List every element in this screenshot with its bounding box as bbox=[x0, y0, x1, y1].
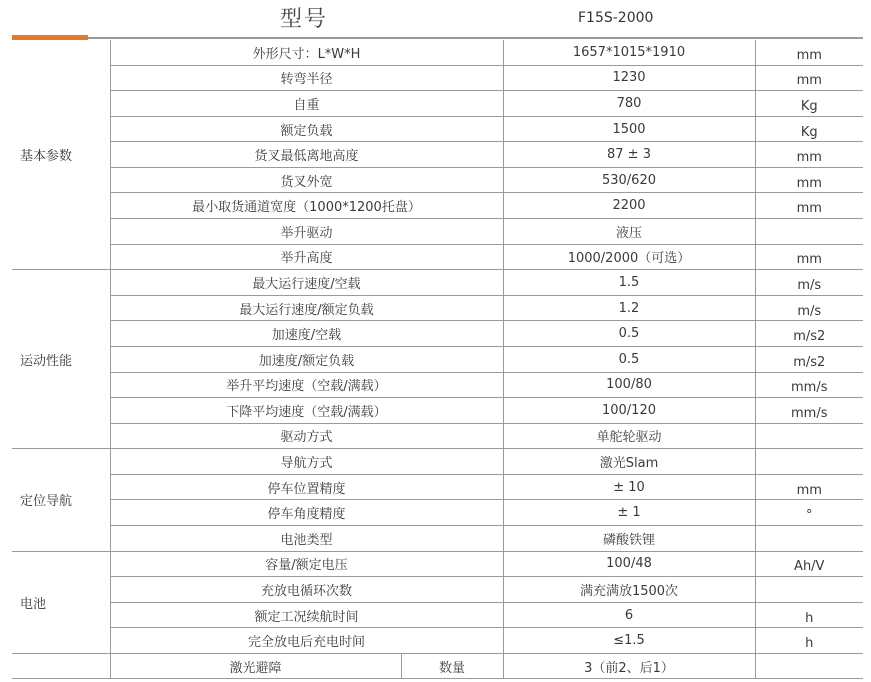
param-name: 容量/额定电压 bbox=[110, 551, 503, 577]
param-name: 最大运行速度/空载 bbox=[110, 270, 503, 296]
param-unit: ° bbox=[806, 508, 813, 524]
param-unit: Kg bbox=[800, 98, 818, 114]
param-value: 1.5 bbox=[503, 270, 755, 296]
spec-row bbox=[12, 295, 863, 321]
param-name: 加速度/额定负载 bbox=[110, 346, 503, 372]
param-unit-cell bbox=[755, 372, 863, 398]
param-unit: mm bbox=[796, 252, 822, 268]
param-value: 液压 bbox=[503, 219, 755, 245]
param-value: 87 ± 3 bbox=[503, 142, 755, 168]
param-unit-cell bbox=[755, 577, 863, 603]
param-unit-cell bbox=[755, 551, 863, 577]
group-label: 定位导航 bbox=[12, 449, 110, 551]
param-unit: mm bbox=[796, 47, 822, 63]
param-unit-cell bbox=[755, 321, 863, 347]
param-value: 0.5 bbox=[503, 321, 755, 347]
param-value: ± 10 bbox=[503, 474, 755, 500]
param-name: 货叉外宽 bbox=[110, 167, 503, 193]
param-unit: m/s bbox=[797, 303, 822, 319]
param-name: 完全放电后充电时间 bbox=[110, 628, 503, 654]
param-value: 3（前2、后1） bbox=[503, 653, 755, 679]
param-unit: mm bbox=[796, 73, 822, 89]
param-value: 1.2 bbox=[503, 295, 755, 321]
param-unit: mm bbox=[796, 175, 822, 191]
group-label: 电池 bbox=[12, 551, 110, 653]
param-name: 激光避障 bbox=[110, 653, 401, 679]
header-divider bbox=[12, 37, 863, 39]
param-name: 举升高度 bbox=[110, 244, 503, 270]
param-name: 外形尺寸：L*W*H bbox=[110, 40, 503, 65]
param-value: 530/620 bbox=[503, 167, 755, 193]
param-name: 举升驱动 bbox=[110, 219, 503, 245]
param-name: 转弯半径 bbox=[110, 65, 503, 91]
spec-row bbox=[12, 449, 863, 475]
group-label: 运动性能 bbox=[12, 270, 110, 449]
spec-row bbox=[12, 398, 863, 424]
param-unit: mm bbox=[796, 201, 822, 217]
param-unit-cell bbox=[755, 653, 863, 679]
param-value: 激光Slam bbox=[503, 449, 755, 475]
param-unit: h bbox=[805, 636, 814, 652]
spec-row bbox=[12, 551, 863, 577]
param-unit-cell bbox=[755, 65, 863, 91]
spec-header bbox=[0, 0, 871, 42]
model-label: 型号 bbox=[280, 7, 329, 32]
param-unit: m/s bbox=[797, 277, 822, 293]
param-value: ≤1.5 bbox=[503, 628, 755, 654]
param-unit: Ah/V bbox=[794, 559, 825, 575]
param-sub-name: 数量 bbox=[401, 653, 503, 679]
spec-table bbox=[12, 40, 863, 679]
param-unit-cell bbox=[755, 116, 863, 142]
param-name: 额定负载 bbox=[110, 116, 503, 142]
spec-row bbox=[12, 500, 863, 526]
param-unit-cell bbox=[755, 398, 863, 424]
param-unit-cell bbox=[755, 628, 863, 654]
spec-row bbox=[12, 346, 863, 372]
param-value: 0.5 bbox=[503, 346, 755, 372]
param-name: 额定工况续航时间 bbox=[110, 602, 503, 628]
param-value: 1000/2000（可选） bbox=[503, 244, 755, 270]
param-value: ± 1 bbox=[503, 500, 755, 526]
spec-row bbox=[12, 142, 863, 168]
spec-row bbox=[12, 40, 863, 65]
spec-row bbox=[12, 372, 863, 398]
param-unit: m/s2 bbox=[793, 329, 826, 345]
param-value: 磷酸铁锂 bbox=[503, 525, 755, 551]
param-unit: h bbox=[805, 610, 814, 626]
param-name: 加速度/空载 bbox=[110, 321, 503, 347]
param-unit-cell bbox=[755, 602, 863, 628]
param-value: 100/48 bbox=[503, 551, 755, 577]
param-unit-cell bbox=[755, 500, 863, 526]
param-name: 电池类型 bbox=[110, 525, 503, 551]
spec-row bbox=[12, 321, 863, 347]
param-unit-cell bbox=[755, 142, 863, 168]
param-unit-cell bbox=[755, 167, 863, 193]
param-name: 下降平均速度（空载/满载） bbox=[110, 398, 503, 424]
spec-row bbox=[12, 91, 863, 117]
param-unit-cell bbox=[755, 525, 863, 551]
param-name: 最小取货通道宽度（1000*1200托盘） bbox=[110, 193, 503, 219]
param-name: 货叉最低离地高度 bbox=[110, 142, 503, 168]
param-name: 最大运行速度/额定负载 bbox=[110, 295, 503, 321]
param-value: 780 bbox=[503, 91, 755, 117]
param-name: 驱动方式 bbox=[110, 423, 503, 449]
spec-row bbox=[12, 270, 863, 296]
param-name: 举升平均速度（空载/满载） bbox=[110, 372, 503, 398]
param-unit-cell bbox=[755, 295, 863, 321]
param-unit-cell bbox=[755, 91, 863, 117]
param-unit: mm/s bbox=[791, 405, 828, 421]
spec-row bbox=[12, 525, 863, 551]
param-unit-cell bbox=[755, 219, 863, 245]
spec-row bbox=[12, 65, 863, 91]
param-unit-cell bbox=[755, 270, 863, 296]
param-unit: m/s2 bbox=[793, 354, 826, 370]
param-unit-cell bbox=[755, 244, 863, 270]
param-unit-cell bbox=[755, 449, 863, 475]
spec-row bbox=[12, 219, 863, 245]
group-label-empty bbox=[12, 653, 110, 679]
param-name: 充放电循环次数 bbox=[110, 577, 503, 603]
param-value: 1657*1015*1910 bbox=[503, 40, 755, 65]
param-unit-cell bbox=[755, 474, 863, 500]
param-value: 满充满放1500次 bbox=[503, 577, 755, 603]
spec-row bbox=[12, 423, 863, 449]
param-value: 单舵轮驱动 bbox=[503, 423, 755, 449]
param-name: 停车位置精度 bbox=[110, 474, 503, 500]
param-name: 导航方式 bbox=[110, 449, 503, 475]
param-name: 停车角度精度 bbox=[110, 500, 503, 526]
spec-row bbox=[12, 602, 863, 628]
spec-row bbox=[12, 628, 863, 654]
model-value: F15S-2000 bbox=[578, 10, 654, 26]
spec-row bbox=[12, 653, 863, 679]
param-unit: Kg bbox=[800, 124, 818, 140]
spec-row bbox=[12, 244, 863, 270]
param-unit: mm/s bbox=[791, 380, 828, 396]
param-name: 自重 bbox=[110, 91, 503, 117]
param-unit-cell bbox=[755, 40, 863, 65]
param-value: 1230 bbox=[503, 65, 755, 91]
spec-row bbox=[12, 116, 863, 142]
param-value: 100/120 bbox=[503, 398, 755, 424]
param-value: 6 bbox=[503, 602, 755, 628]
param-unit: mm bbox=[796, 150, 822, 166]
param-value: 2200 bbox=[503, 193, 755, 219]
group-label: 基本参数 bbox=[12, 40, 110, 270]
spec-row bbox=[12, 167, 863, 193]
spec-row bbox=[12, 193, 863, 219]
spec-row bbox=[12, 577, 863, 603]
param-unit: mm bbox=[796, 482, 822, 498]
param-unit-cell bbox=[755, 423, 863, 449]
param-unit-cell bbox=[755, 193, 863, 219]
param-value: 1500 bbox=[503, 116, 755, 142]
param-value: 100/80 bbox=[503, 372, 755, 398]
spec-row bbox=[12, 474, 863, 500]
param-unit-cell bbox=[755, 346, 863, 372]
